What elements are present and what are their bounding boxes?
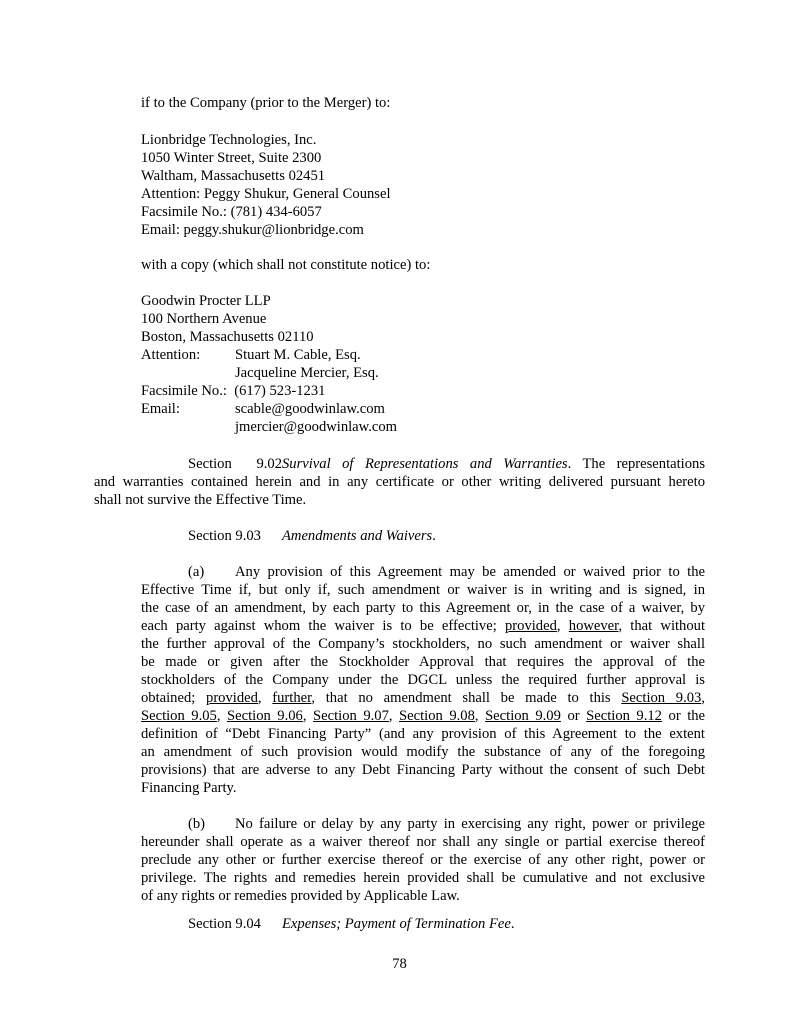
para-a-line-10: definition of “Debt Financing Party” (and any provision of this Agreement to the extent bbox=[141, 726, 705, 742]
email-value-2: jmercier@goodwinlaw.com bbox=[235, 419, 398, 435]
para-b-line-2: hereunder shall operate as a waiver thereof nor shall any single or partial exercise thereof bbox=[141, 834, 705, 850]
section-title: Survival of Representations and Warranties bbox=[282, 456, 568, 472]
para-b-line-4: privilege. The rights and remedies herein provided shall be cumulative and not exclusive bbox=[141, 870, 705, 886]
section-9-04-heading bbox=[188, 915, 515, 933]
section-9-02-heading bbox=[188, 455, 705, 473]
section-9-09-reference[interactable]: Section 9.09 bbox=[485, 708, 561, 724]
para-b-line-1 bbox=[188, 815, 705, 833]
company-street: 1050 Winter Street, Suite 2300 bbox=[141, 150, 322, 166]
however-term: however bbox=[568, 618, 619, 634]
para-a-line-12: provisions) that are adverse to any Debt Financing Party without the consent of such Debt bbox=[141, 762, 705, 778]
para-b-line-3: preclude any other or further exercise thereof or the exercise of any other right, power or bbox=[141, 852, 705, 868]
section-9-07-reference[interactable]: Section 9.07 bbox=[313, 708, 389, 724]
para-a-line-4: each party against whom the waiver is to be effective; provided, however, that without bbox=[141, 618, 706, 634]
para-a-text: or the bbox=[668, 708, 706, 724]
copy-notice-intro: with a copy (which shall not constitute notice) to: bbox=[141, 257, 431, 273]
para-a-line-8: obtained; provided, further, that no amendment shall be made to this Section 9.03, bbox=[141, 690, 705, 706]
company-attention: Attention: Peggy Shukur, General Counsel bbox=[141, 186, 391, 202]
section-9-03-reference[interactable]: Section 9.03 bbox=[621, 690, 702, 706]
section-title-period: . bbox=[432, 528, 436, 544]
para-a-line-7: stockholders of the Company under the DGCL unless the required further approval is bbox=[141, 672, 705, 688]
page-number: 78 bbox=[392, 956, 407, 972]
section-9-06-reference[interactable]: Section 9.06 bbox=[227, 708, 303, 724]
section-number: Section 9.04 bbox=[188, 916, 261, 932]
attention-name-2: Jacqueline Mercier, Esq. bbox=[235, 365, 379, 381]
para-a-line-3: the case of an amendment, by each party to this Agreement or, in the case of a waiver, by bbox=[141, 600, 705, 616]
copy-firm-city: Boston, Massachusetts 02110 bbox=[141, 329, 314, 345]
copy-email-line-1 bbox=[141, 400, 385, 418]
section-9-05-reference[interactable]: Section 9.05 bbox=[141, 708, 217, 724]
section-number: Section 9.03 bbox=[188, 528, 261, 544]
para-a-text: or bbox=[567, 708, 580, 724]
email-value-1: scable@goodwinlaw.com bbox=[235, 401, 385, 417]
para-a-line-13: Financing Party. bbox=[141, 780, 237, 796]
section-title: Expenses; Payment of Termination Fee bbox=[282, 916, 511, 932]
section-title-period: . bbox=[510, 916, 515, 932]
company-name: Lionbridge Technologies, Inc. bbox=[141, 132, 317, 148]
para-b-text: No failure or delay by any party in exercising any right, power or privilege bbox=[235, 816, 705, 832]
para-a-text: each party against whom the waiver is to be effective; bbox=[141, 618, 497, 634]
para-a-line-6: be made or given after the Stockholder Approval that requires the approval of the bbox=[141, 654, 705, 670]
para-a-text: obtained; bbox=[141, 690, 196, 706]
para-b-line-5: of any rights or remedies provided by Applicable Law. bbox=[141, 888, 460, 904]
attention-label: Attention: bbox=[141, 347, 201, 363]
para-a-text: Any provision of this Agreement may be amended or waived prior to the bbox=[235, 564, 705, 580]
para-a-text: , that no amendment shall be made to this bbox=[311, 690, 611, 706]
copy-fax-line bbox=[141, 382, 325, 400]
section-9-02-line-3: shall not survive the Effective Time. bbox=[94, 492, 307, 508]
section-9-08-reference[interactable]: Section 9.08 bbox=[399, 708, 475, 724]
provided-term: provided bbox=[206, 690, 258, 706]
attention-name-1: Stuart M. Cable, Esq. bbox=[235, 347, 361, 363]
section-9-12-reference[interactable]: Section 9.12 bbox=[586, 708, 662, 724]
para-a-line-9: Section 9.05, Section 9.06, Section 9.07, Section 9.08, Section 9.09 or Section 9.12 or the bbox=[141, 708, 706, 724]
para-a-text: , that without bbox=[618, 618, 706, 634]
copy-attention-line-1 bbox=[141, 346, 361, 364]
company-city: Waltham, Massachusetts 02451 bbox=[141, 168, 326, 184]
company-notice-intro: if to the Company (prior to the Merger) to: bbox=[141, 95, 391, 111]
section-9-02-line-2: and warranties contained herein and in any certificate or other writing delivered pursuant hereto bbox=[94, 474, 705, 490]
section-title: Amendments and Waivers bbox=[282, 528, 433, 544]
para-a-label: (a) bbox=[188, 564, 205, 580]
email-label: Email: bbox=[141, 401, 180, 417]
section-9-03-heading bbox=[188, 527, 436, 545]
para-a-line-2: Effective Time if, but only if, such amendment or waiver is in writing and is signed, in bbox=[141, 582, 705, 598]
copy-firm-name: Goodwin Procter LLP bbox=[141, 293, 271, 309]
para-a-line-1 bbox=[188, 563, 705, 581]
section-number: Section 9.02 bbox=[188, 456, 282, 472]
para-a-line-11: an amendment of such provision would modify the substance of any of the foregoing bbox=[141, 744, 705, 760]
para-b-label: (b) bbox=[188, 816, 206, 832]
further-term: further bbox=[272, 690, 312, 706]
para-a-line-5: the further approval of the Company’s stockholders, no such amendment or waiver shall bbox=[141, 636, 705, 652]
fax-label: Facsimile No.: bbox=[141, 383, 227, 399]
provided-term: provided bbox=[505, 618, 557, 634]
company-email: Email: peggy.shukur@lionbridge.com bbox=[141, 222, 364, 238]
copy-firm-street: 100 Northern Avenue bbox=[141, 311, 267, 327]
company-fax: Facsimile No.: (781) 434-6057 bbox=[141, 204, 322, 220]
fax-value: (617) 523-1231 bbox=[234, 383, 326, 399]
section-9-02-text: . The representations bbox=[567, 456, 705, 472]
